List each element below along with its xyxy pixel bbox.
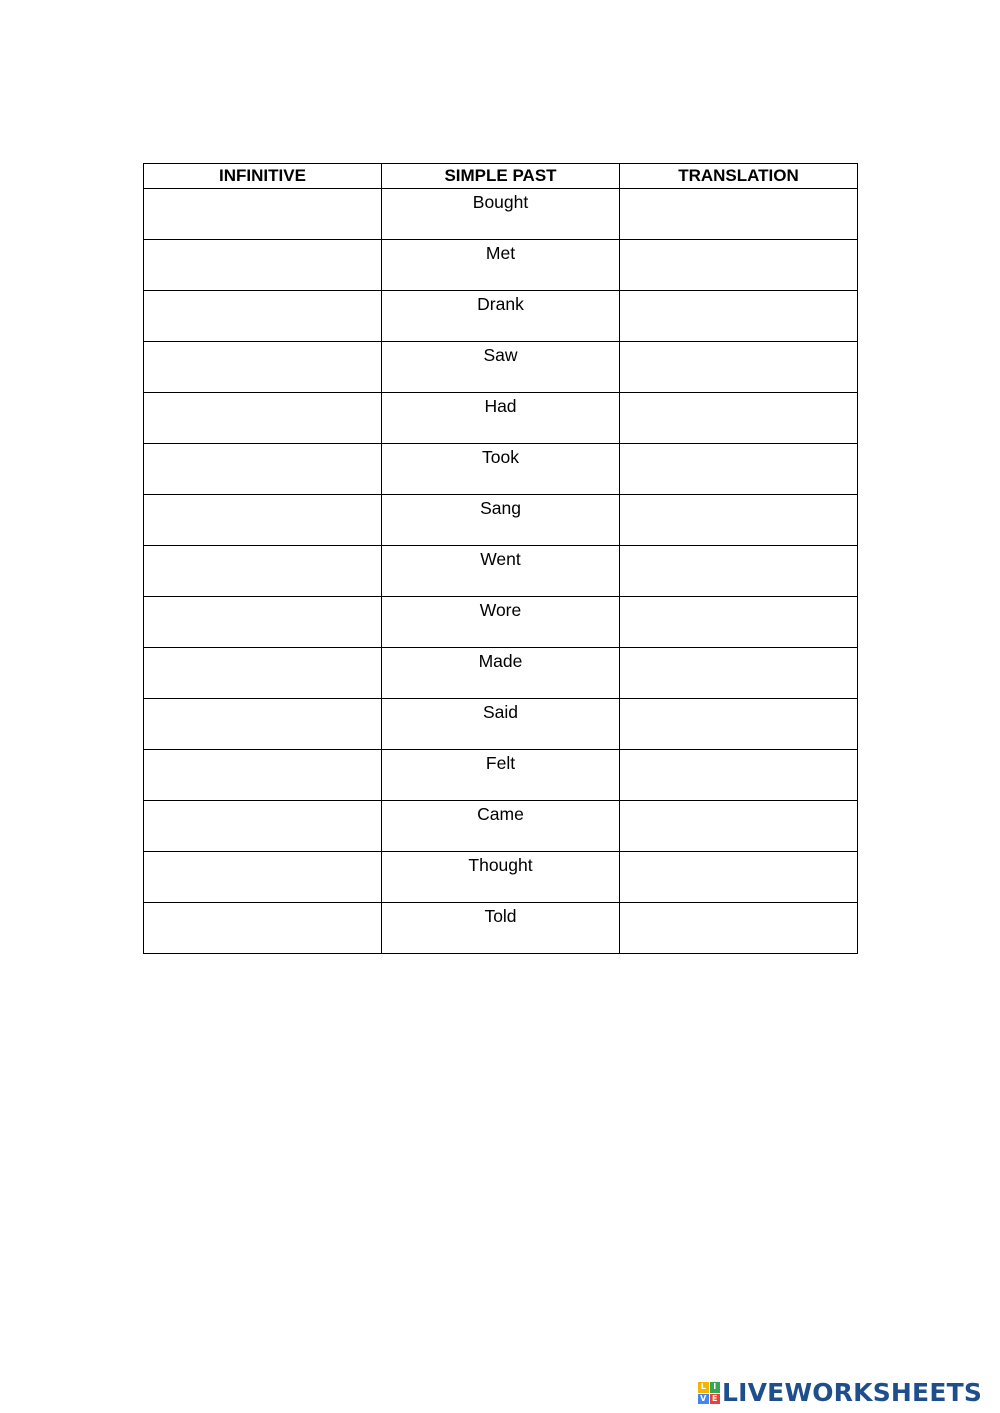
simple-past-cell: Wore <box>382 597 620 648</box>
table-body <box>144 189 858 954</box>
logo-mark-letter: I <box>710 1382 721 1393</box>
table-row <box>144 189 858 240</box>
infinitive-cell[interactable] <box>144 597 382 648</box>
simple-past-cell: Sang <box>382 495 620 546</box>
simple-past-cell: Said <box>382 699 620 750</box>
infinitive-cell[interactable] <box>144 393 382 444</box>
table-row <box>144 597 858 648</box>
table-row <box>144 444 858 495</box>
infinitive-cell[interactable] <box>144 648 382 699</box>
logo-mark-letter: E <box>710 1394 721 1405</box>
simple-past-cell: Felt <box>382 750 620 801</box>
table-row <box>144 699 858 750</box>
header-translation: TRANSLATION <box>620 164 858 189</box>
infinitive-cell[interactable] <box>144 852 382 903</box>
infinitive-cell[interactable] <box>144 699 382 750</box>
table-row <box>144 291 858 342</box>
logo-text: LIVEWORKSHEETS <box>722 1378 983 1407</box>
table-row <box>144 342 858 393</box>
simple-past-cell: Drank <box>382 291 620 342</box>
logo-mark-letter: L <box>698 1382 709 1393</box>
table-row <box>144 240 858 291</box>
translation-cell[interactable] <box>620 903 858 954</box>
translation-cell[interactable] <box>620 597 858 648</box>
simple-past-cell: Went <box>382 546 620 597</box>
verb-table <box>143 163 858 954</box>
table-row <box>144 801 858 852</box>
translation-cell[interactable] <box>620 801 858 852</box>
table-row <box>144 903 858 954</box>
table-row <box>144 648 858 699</box>
infinitive-cell[interactable] <box>144 546 382 597</box>
translation-cell[interactable] <box>620 342 858 393</box>
translation-cell[interactable] <box>620 291 858 342</box>
simple-past-cell: Bought <box>382 189 620 240</box>
table-row <box>144 546 858 597</box>
infinitive-cell[interactable] <box>144 903 382 954</box>
translation-cell[interactable] <box>620 189 858 240</box>
translation-cell[interactable] <box>620 546 858 597</box>
infinitive-cell[interactable] <box>144 444 382 495</box>
simple-past-cell: Saw <box>382 342 620 393</box>
translation-cell[interactable] <box>620 240 858 291</box>
infinitive-cell[interactable] <box>144 189 382 240</box>
translation-cell[interactable] <box>620 648 858 699</box>
simple-past-cell: Told <box>382 903 620 954</box>
translation-cell[interactable] <box>620 750 858 801</box>
logo-mark-icon <box>698 1382 720 1404</box>
table-row <box>144 750 858 801</box>
infinitive-cell[interactable] <box>144 342 382 393</box>
infinitive-cell[interactable] <box>144 240 382 291</box>
translation-cell[interactable] <box>620 699 858 750</box>
table-header-row <box>144 164 858 189</box>
infinitive-cell[interactable] <box>144 495 382 546</box>
liveworksheets-logo <box>698 1380 982 1406</box>
table-row <box>144 393 858 444</box>
infinitive-cell[interactable] <box>144 801 382 852</box>
header-infinitive: INFINITIVE <box>144 164 382 189</box>
table-row <box>144 852 858 903</box>
header-simple-past: SIMPLE PAST <box>382 164 620 189</box>
translation-cell[interactable] <box>620 495 858 546</box>
simple-past-cell: Thought <box>382 852 620 903</box>
translation-cell[interactable] <box>620 444 858 495</box>
table-row <box>144 495 858 546</box>
simple-past-cell: Met <box>382 240 620 291</box>
simple-past-cell: Made <box>382 648 620 699</box>
logo-mark-letter: V <box>698 1394 709 1405</box>
infinitive-cell[interactable] <box>144 750 382 801</box>
infinitive-cell[interactable] <box>144 291 382 342</box>
simple-past-cell: Had <box>382 393 620 444</box>
simple-past-cell: Came <box>382 801 620 852</box>
simple-past-cell: Took <box>382 444 620 495</box>
translation-cell[interactable] <box>620 852 858 903</box>
translation-cell[interactable] <box>620 393 858 444</box>
